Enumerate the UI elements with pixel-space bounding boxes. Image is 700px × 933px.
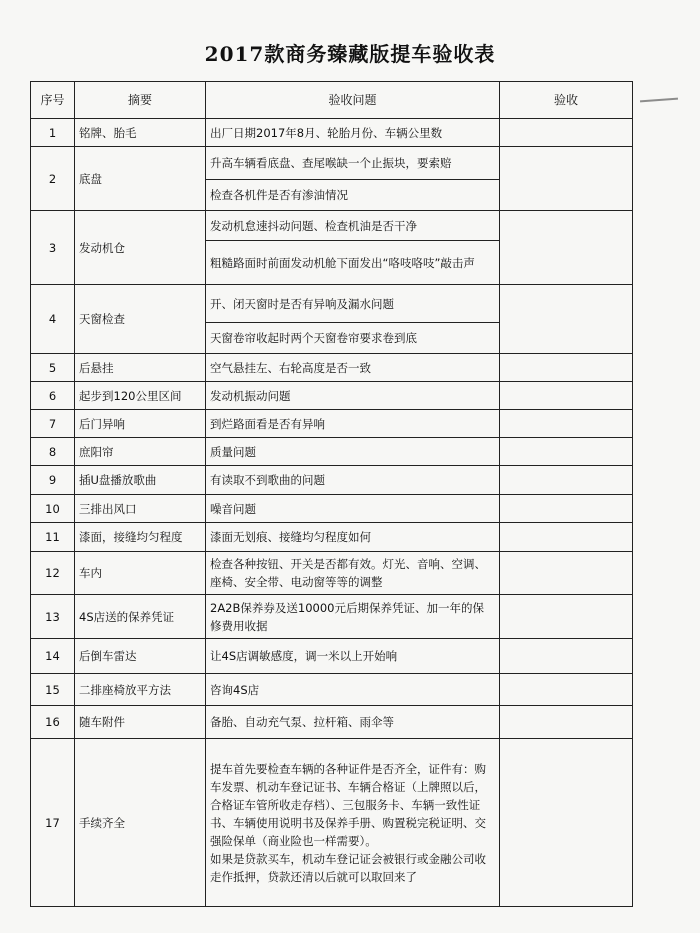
- inspection-table: [30, 81, 633, 907]
- row-check-cell[interactable]: [500, 410, 633, 438]
- table-row: [31, 739, 633, 907]
- table-row: [31, 211, 633, 241]
- row-summary: 二排座椅放平方法: [75, 674, 206, 706]
- row-check-cell[interactable]: [500, 147, 633, 211]
- document-title: 2017款商务臻藏版提车验收表: [204, 42, 496, 66]
- row-number: 2: [31, 147, 75, 211]
- row-check-cell[interactable]: [500, 211, 633, 285]
- row-issue: 到烂路面看是否有异响: [206, 410, 500, 438]
- row-number: 8: [31, 438, 75, 466]
- table-row: [31, 285, 633, 323]
- header-no: 序号: [31, 82, 75, 119]
- row-issue: 噪音问题: [206, 495, 500, 523]
- row-check-cell[interactable]: [500, 639, 633, 674]
- row-issue: 升高车辆看底盘、查尾喉缺一个止振块，要索赔: [206, 147, 500, 180]
- row-number: 15: [31, 674, 75, 706]
- row-number: 13: [31, 595, 75, 639]
- row-summary: 漆面，接缝均匀程度: [75, 523, 206, 552]
- row-number: 14: [31, 639, 75, 674]
- row-check-cell[interactable]: [500, 739, 633, 907]
- row-issue: 发动机振动问题: [206, 382, 500, 410]
- row-summary: 底盘: [75, 147, 206, 211]
- header-issue: 验收问题: [206, 82, 500, 119]
- row-issue: 检查各种按钮、开关是否都有效。灯光、音响、空调、座椅、安全带、电动窗等等的调整: [206, 552, 500, 595]
- header-summary: 摘要: [75, 82, 206, 119]
- row-issue: 质量问题: [206, 438, 500, 466]
- row-summary: 三排出风口: [75, 495, 206, 523]
- row-check-cell[interactable]: [500, 119, 633, 147]
- row-number: 16: [31, 706, 75, 739]
- row-check-cell[interactable]: [500, 438, 633, 466]
- row-issue: 发动机怠速抖动问题、检查机油是否干净: [206, 211, 500, 241]
- row-issue: 提车首先要检查车辆的各种证件是否齐全，证件有：购车发票、机动车登记证书、车辆合格证（上牌照以后，合格证车管所收走存档）、三包服务卡、车辆一致性证书、车辆使用说明书及保养手册、购置税完税证明、交强险保单（商业险也一样需要）。 如果是贷款买车，机动车登记证会被银行或金融公司收走作抵押，贷款还清以后就可以取回来了: [206, 739, 500, 907]
- row-summary: 后倒车雷达: [75, 639, 206, 674]
- row-check-cell[interactable]: [500, 595, 633, 639]
- row-summary: 发动机仓: [75, 211, 206, 285]
- row-summary: 4S店送的保养凭证: [75, 595, 206, 639]
- row-number: 1: [31, 119, 75, 147]
- row-summary: 插U盘播放歌曲: [75, 466, 206, 495]
- table-row: [31, 119, 633, 147]
- row-issue: 粗糙路面时前面发动机舱下面发出“咯吱咯吱”敲击声: [206, 241, 500, 285]
- row-check-cell[interactable]: [500, 706, 633, 739]
- row-issue: 出厂日期2017年8月、轮胎月份、车辆公里数: [206, 119, 500, 147]
- row-number: 5: [31, 354, 75, 382]
- table-row: [31, 639, 633, 674]
- row-issue: 天窗卷帘收起时两个天窗卷帘要求卷到底: [206, 323, 500, 354]
- row-check-cell[interactable]: [500, 674, 633, 706]
- row-number: 7: [31, 410, 75, 438]
- row-check-cell[interactable]: [500, 466, 633, 495]
- row-summary: 起步到120公里区间: [75, 382, 206, 410]
- table-row: [31, 466, 633, 495]
- row-summary: 铭牌、胎毛: [75, 119, 206, 147]
- row-number: 3: [31, 211, 75, 285]
- row-summary: 随车附件: [75, 706, 206, 739]
- header-check: 验收: [500, 82, 633, 119]
- row-summary: 后门异响: [75, 410, 206, 438]
- row-number: 11: [31, 523, 75, 552]
- row-check-cell[interactable]: [500, 523, 633, 552]
- table-row: [31, 495, 633, 523]
- row-summary: 天窗检查: [75, 285, 206, 354]
- row-number: 12: [31, 552, 75, 595]
- row-summary: 车内: [75, 552, 206, 595]
- row-number: 4: [31, 285, 75, 354]
- row-number: 17: [31, 739, 75, 907]
- row-number: 10: [31, 495, 75, 523]
- table-row: [31, 382, 633, 410]
- row-summary: 手续齐全: [75, 739, 206, 907]
- table-body: [31, 119, 633, 907]
- row-summary: 庶阳帘: [75, 438, 206, 466]
- table-row: [31, 147, 633, 180]
- row-check-cell[interactable]: [500, 285, 633, 354]
- table-row: [31, 438, 633, 466]
- table-row: [31, 674, 633, 706]
- row-check-cell[interactable]: [500, 382, 633, 410]
- table-row: [31, 595, 633, 639]
- row-check-cell[interactable]: [500, 552, 633, 595]
- table-row: [31, 552, 633, 595]
- row-issue: 开、闭天窗时是否有异响及漏水问题: [206, 285, 500, 323]
- row-issue: 咨询4S店: [206, 674, 500, 706]
- row-issue: 漆面无划痕、接缝均匀程度如何: [206, 523, 500, 552]
- pen-mark: [640, 98, 678, 103]
- row-issue: 空气悬挂左、右轮高度是否一致: [206, 354, 500, 382]
- table-row: [31, 354, 633, 382]
- table-header-row: [31, 82, 633, 119]
- row-check-cell[interactable]: [500, 495, 633, 523]
- row-check-cell[interactable]: [500, 354, 633, 382]
- table-row: [31, 410, 633, 438]
- row-number: 6: [31, 382, 75, 410]
- row-issue: 备胎、自动充气泵、拉杆箱、雨伞等: [206, 706, 500, 739]
- row-issue: 让4S店调敏感度，调一米以上开始响: [206, 639, 500, 674]
- row-issue: 检查各机件是否有渗油情况: [206, 180, 500, 211]
- row-number: 9: [31, 466, 75, 495]
- table-row: [31, 523, 633, 552]
- row-summary: 后悬挂: [75, 354, 206, 382]
- row-issue: 2A2B保养券及送10000元后期保养凭证、加一年的保修费用收据: [206, 595, 500, 639]
- table-row: [31, 706, 633, 739]
- row-issue: 有读取不到歌曲的问题: [206, 466, 500, 495]
